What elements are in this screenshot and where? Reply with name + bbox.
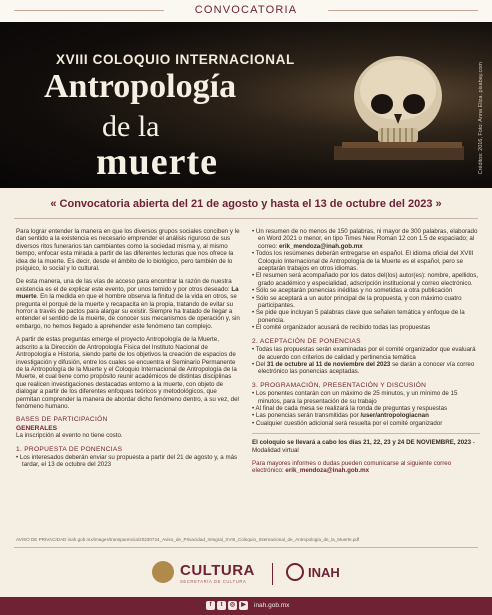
contact-email-link[interactable]: erik_mendoza@inah.gob.mx [285, 467, 370, 475]
divider-bottom [14, 547, 478, 548]
requirement-4: • Sólo se aceptarán ponencias inéditas y no sometidas a otra publicación [252, 287, 453, 295]
top-header [0, 0, 492, 22]
coloquio-dates [252, 433, 480, 454]
req1-text: • Un resumen de no menos de 150 palabras, ni mayor de 300 palabras, elaborado en Word 2021 o menor, en tipo Times New Roman 12 con 1.5 de espaciado; al correo: [252, 228, 478, 250]
p2-text-c: . En la medida en que el hombre observa la finitud de la vida en otros, se pregunta el porqué de la muerte y recapacita en la propia, tratando de evitar su horror a través de pactos para alargar su existir. Siempre ha tratado de llegar a entender el sentido de la muerte, de conocer sus mecanismos de operación y, sin embargo, no hemos llegado a aprehender este fenómeno tan complejo. [16, 293, 240, 330]
hero-title-line1: Antropología [44, 68, 237, 105]
section-1-item: • Los interesados deberán enviar su propuesta a partir del 21 de agosto y, a más tardar, el 13 de octubre del 2023 [16, 453, 238, 469]
convocatoria-label: CONVOCATORIA [194, 4, 298, 16]
program-4: • Cualquier cuestión adicional será resuelta por el comité organizador [252, 419, 443, 427]
program-2: • Al final de cada mesa se realizará la ronda de preguntas y respuestas [252, 404, 448, 412]
inah-emblem-icon [286, 563, 304, 581]
twitter-icon[interactable]: t [217, 601, 226, 610]
inah-name: INAH [308, 565, 340, 580]
photo-credit: Créditos: 2016, Foto: Anna Eliza. pixabay.com [478, 62, 484, 175]
instagram-icon[interactable]: ◎ [229, 602, 236, 608]
intro-paragraph-1: Para lograr entender la manera en que los diversos grupos sociales conciben y le dan sentido a la existencia es necesario emprender el análisis riguroso de sus diversos ritos funerarios tan cambiantes como la sociedad misma y, al mismo tiempo, enfocar esta mirada a partir de las diferentes lecturas que nos ofrece la idea de la muerte. Es decir, desde el ámbito de lo biológico, pero también de lo psíquico, lo social y lo cultural. [16, 228, 240, 273]
program-3 [252, 412, 480, 419]
acceptance-1: • Todas las propuestas serán examinadas por el comité organizador que evaluará de acuerdo con criterios de calidad y pertinencia temática [252, 346, 476, 361]
requirement-2: • Todos los resúmenes deberán entregarse en español. El idioma oficial del XVIII Coloquio Internacional de Antropología de la Muerte es el español, pero se aceptarán trabajos en otros idiomas. [252, 250, 474, 273]
prog3-text: • Las ponencias serán transmitidas por [252, 412, 361, 420]
generales-title: GENERALES [16, 424, 58, 432]
header-line-right [328, 10, 478, 11]
contact-info [252, 460, 480, 475]
social-icons [206, 601, 248, 610]
requirement-1 [252, 228, 480, 250]
acc2-a: • Del [252, 360, 267, 368]
requirement-7: • El comité organizador acusará de recibido todas las propuestas [252, 324, 431, 332]
req1-email: erik_mendoza@inah.gob.mx [278, 242, 363, 250]
bases-title: BASES DE PARTICIPACIÓN [16, 416, 108, 424]
logo-divider [272, 563, 273, 585]
facebook-icon[interactable]: f [206, 601, 215, 610]
divider-top [14, 218, 478, 219]
contact-text: Para mayores informes o dudas pueden comunicarse al siguiente correo electrónico: [252, 459, 452, 475]
requirement-3: • El resumen será acompañado por los datos del(los) autor(es): nombre, apellidos, grado académico y especialidad, adscripción institucional y correo electrónico. [252, 272, 479, 287]
section-2-title: 2. ACEPTACIÓN DE PONENCIAS [252, 337, 361, 345]
right-column [252, 228, 480, 475]
youtube-icon[interactable]: ▶ [239, 601, 248, 610]
cultura-subtitle: SECRETARÍA DE CULTURA [180, 579, 247, 584]
intro-paragraph-3: A partir de estas preguntas emerge el proyecto Antropología de la Muerte, adscrito a la Dirección de Antropología Física del Instituto Nacional de Antropología e Historia, siendo parte de los objetivos la creación de espacios de investigación y difusión, entre los cuales se encuentra el Seminario Permanente de la Antropología de la Muerte y el Coloquio Internacional de Antropología de la Muerte, el cual tiene como propósito reunir académicos de distintas disciplinas que realicen investigaciones destacadas entorno a la muerte, con objeto de dialogar a partir de los diferentes enfoques teóricos y metodológicos, que permitan comprender la manera de abordar dicho fenómeno dentro, a su vez, del fenómeno humano. [16, 336, 239, 410]
generales-text: La inscripción al evento no tiene costo. [16, 432, 123, 440]
coloquio-dates-bold: El coloquio se llevará a cabo los días 21, 22, 23 y 24 DE NOVIEMBRE, 2023 [252, 439, 472, 447]
privacy-notice[interactable]: AVISO DE PRIVACIDAD inah.gob.mx/images/transparencia/20230724_Aviso_de_Privacidad_Integral_XVIII_Coloquio_Internacional_de_Antropologia_de_la_Muerte.pdf [16, 537, 360, 542]
skull-illustration [334, 50, 464, 160]
coloquio-modality: - Modalidad virtual [252, 439, 475, 454]
hero-subtitle: XVIII COLOQUIO INTERNACIONAL [56, 52, 295, 67]
program-1: • Los ponentes contarán con un máximo de 25 minutos, y un mínimo de 15 minutos, para la presentación de su trabajo [252, 390, 458, 405]
cultura-name: CULTURA [180, 562, 255, 579]
bottom-bar [0, 597, 492, 615]
intro-paragraph-2 [16, 278, 242, 330]
section-1-title: 1. PROPUESTA DE PONENCIAS [16, 445, 123, 453]
logos-area [0, 553, 492, 597]
acc2-c: se darán a conocer vía correo electrónico las ponencias aceptadas. [258, 360, 475, 376]
p2-emphasis: La muerte [16, 285, 239, 301]
dates-banner: « Convocatoria abierta del 21 de agosto y hasta el 13 de octubre del 2023 » [50, 198, 442, 210]
youtube-channel-link[interactable]: /user/antropologiacnan [360, 412, 429, 420]
website-url[interactable]: inah.gob.mx [254, 602, 290, 609]
p2-text-a: De esta manera, una de las vías de acceso para encontrar la razón de nuestra existencia es el de explicar este evento, por unos temido y por otros deseado: [16, 278, 232, 293]
requirement-6: • Se pide que incluyan 5 palabras clave que señalen temática y enfoque de la ponencia. [252, 309, 465, 324]
section-3-title: 3. PROGRAMACIÓN, PRESENTACIÓN Y DISCUSIÓN [252, 381, 427, 389]
hero-title-line3: muerte [96, 141, 219, 183]
left-column [16, 228, 242, 475]
requirement-5: • Sólo se aceptará a un autor principal de la propuesta, y con máximo cuatro participantes. [252, 294, 462, 310]
mexico-emblem-icon [152, 561, 174, 583]
acceptance-2 [252, 361, 480, 376]
hero-image [0, 22, 492, 188]
acc2-dates: 31 de octubre al 11 de noviembre del 2023 [266, 360, 391, 368]
hero-title-line2: de la [102, 110, 160, 143]
